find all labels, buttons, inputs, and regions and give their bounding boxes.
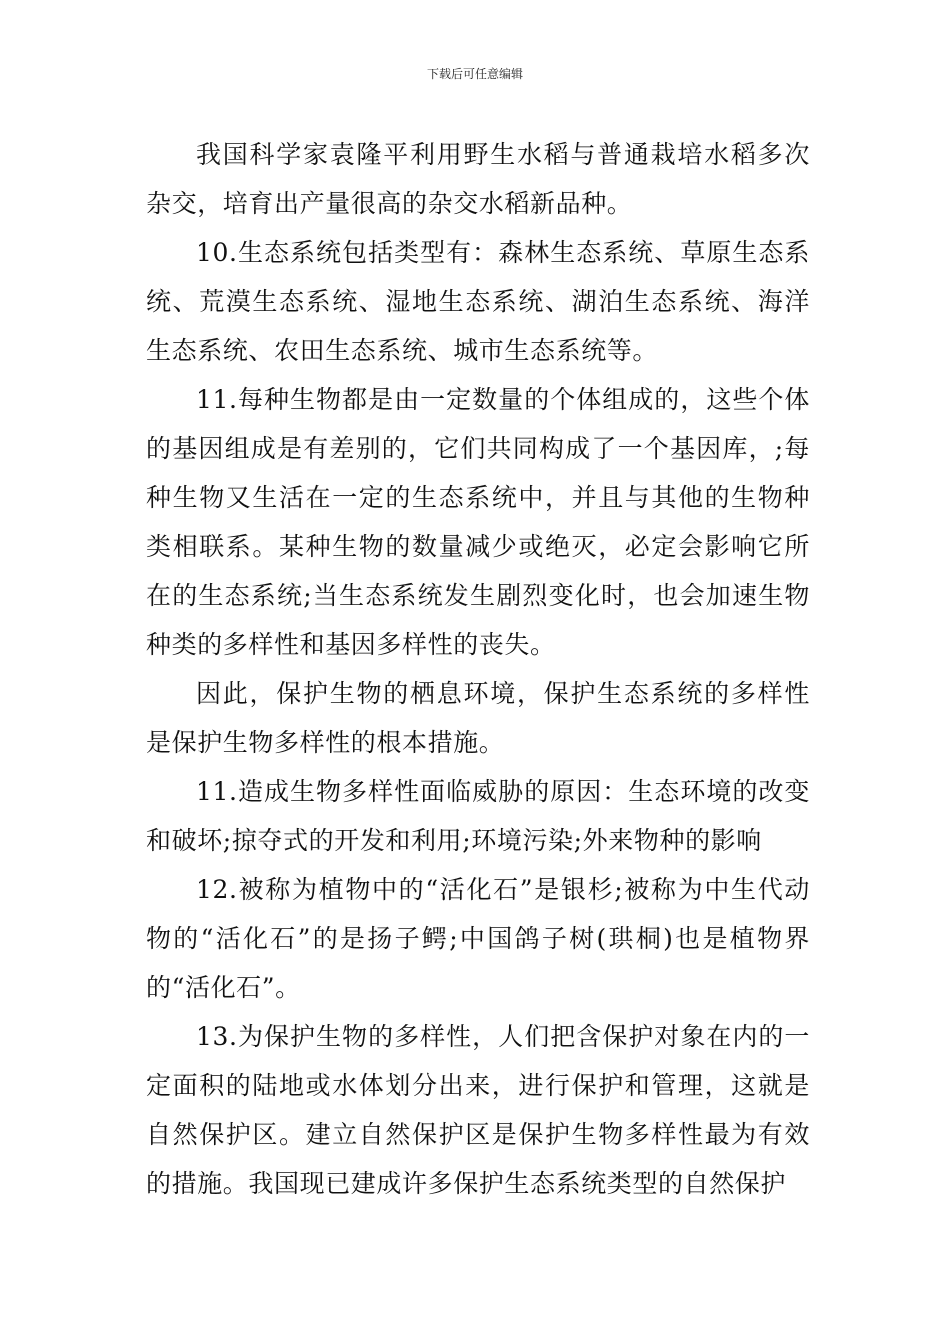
document-body — [146, 130, 810, 1208]
paragraph-gene-pool: 11.每种生物都是由一定数量的个体组成的，这些个体的基因组成是有差别的，它们共同构成了一个基因库，;每种生物又生活在一定的生态系统中，并且与其他的生物种类相联系。某种生物的数量减少或绝灭，必定会影响它所在的生态系统;当生态系统发生剧烈变化时，也会加速生物种类的多样性和基因多样性的丧失。 — [146, 385, 810, 659]
paragraph-biodiversity-threats: 11.造成生物多样性面临威胁的原因：生态环境的改变和破坏;掠夺式的开发和利用;环境污染;外来物种的影响 — [146, 777, 810, 855]
paragraph-ecosystem-types: 10.生态系统包括类型有：森林生态系统、草原生态系统、荒漠生态系统、湿地生态系统、湖泊生态系统、海洋生态系统、农田生态系统、城市生态系统等。 — [146, 238, 810, 365]
paragraph-hybrid-rice: 我国科学家袁隆平利用野生水稻与普通栽培水稻多次杂交，培育出产量很高的杂交水稻新品种。 — [146, 140, 810, 218]
page-header: 下载后可任意编辑 — [426, 67, 523, 81]
paragraph-habitat-protection: 因此，保护生物的栖息环境，保护生态系统的多样性是保护生物多样性的根本措施。 — [146, 679, 810, 757]
paragraph-nature-reserves: 13.为保护生物的多样性，人们把含保护对象在内的一定面积的陆地或水体划分出来，进行保护和管理，这就是自然保护区。建立自然保护区是保护生物多样性最为有效的措施。我国现已建成许多保护生态系统类型的自然保护 — [146, 1022, 810, 1198]
paragraph-living-fossils: 12.被称为植物中的“活化石”是银杉;被称为中生代动物的“活化石”的是扬子鳄;中国鸽子树(珙桐)也是植物界的“活化石”。 — [146, 875, 810, 1002]
